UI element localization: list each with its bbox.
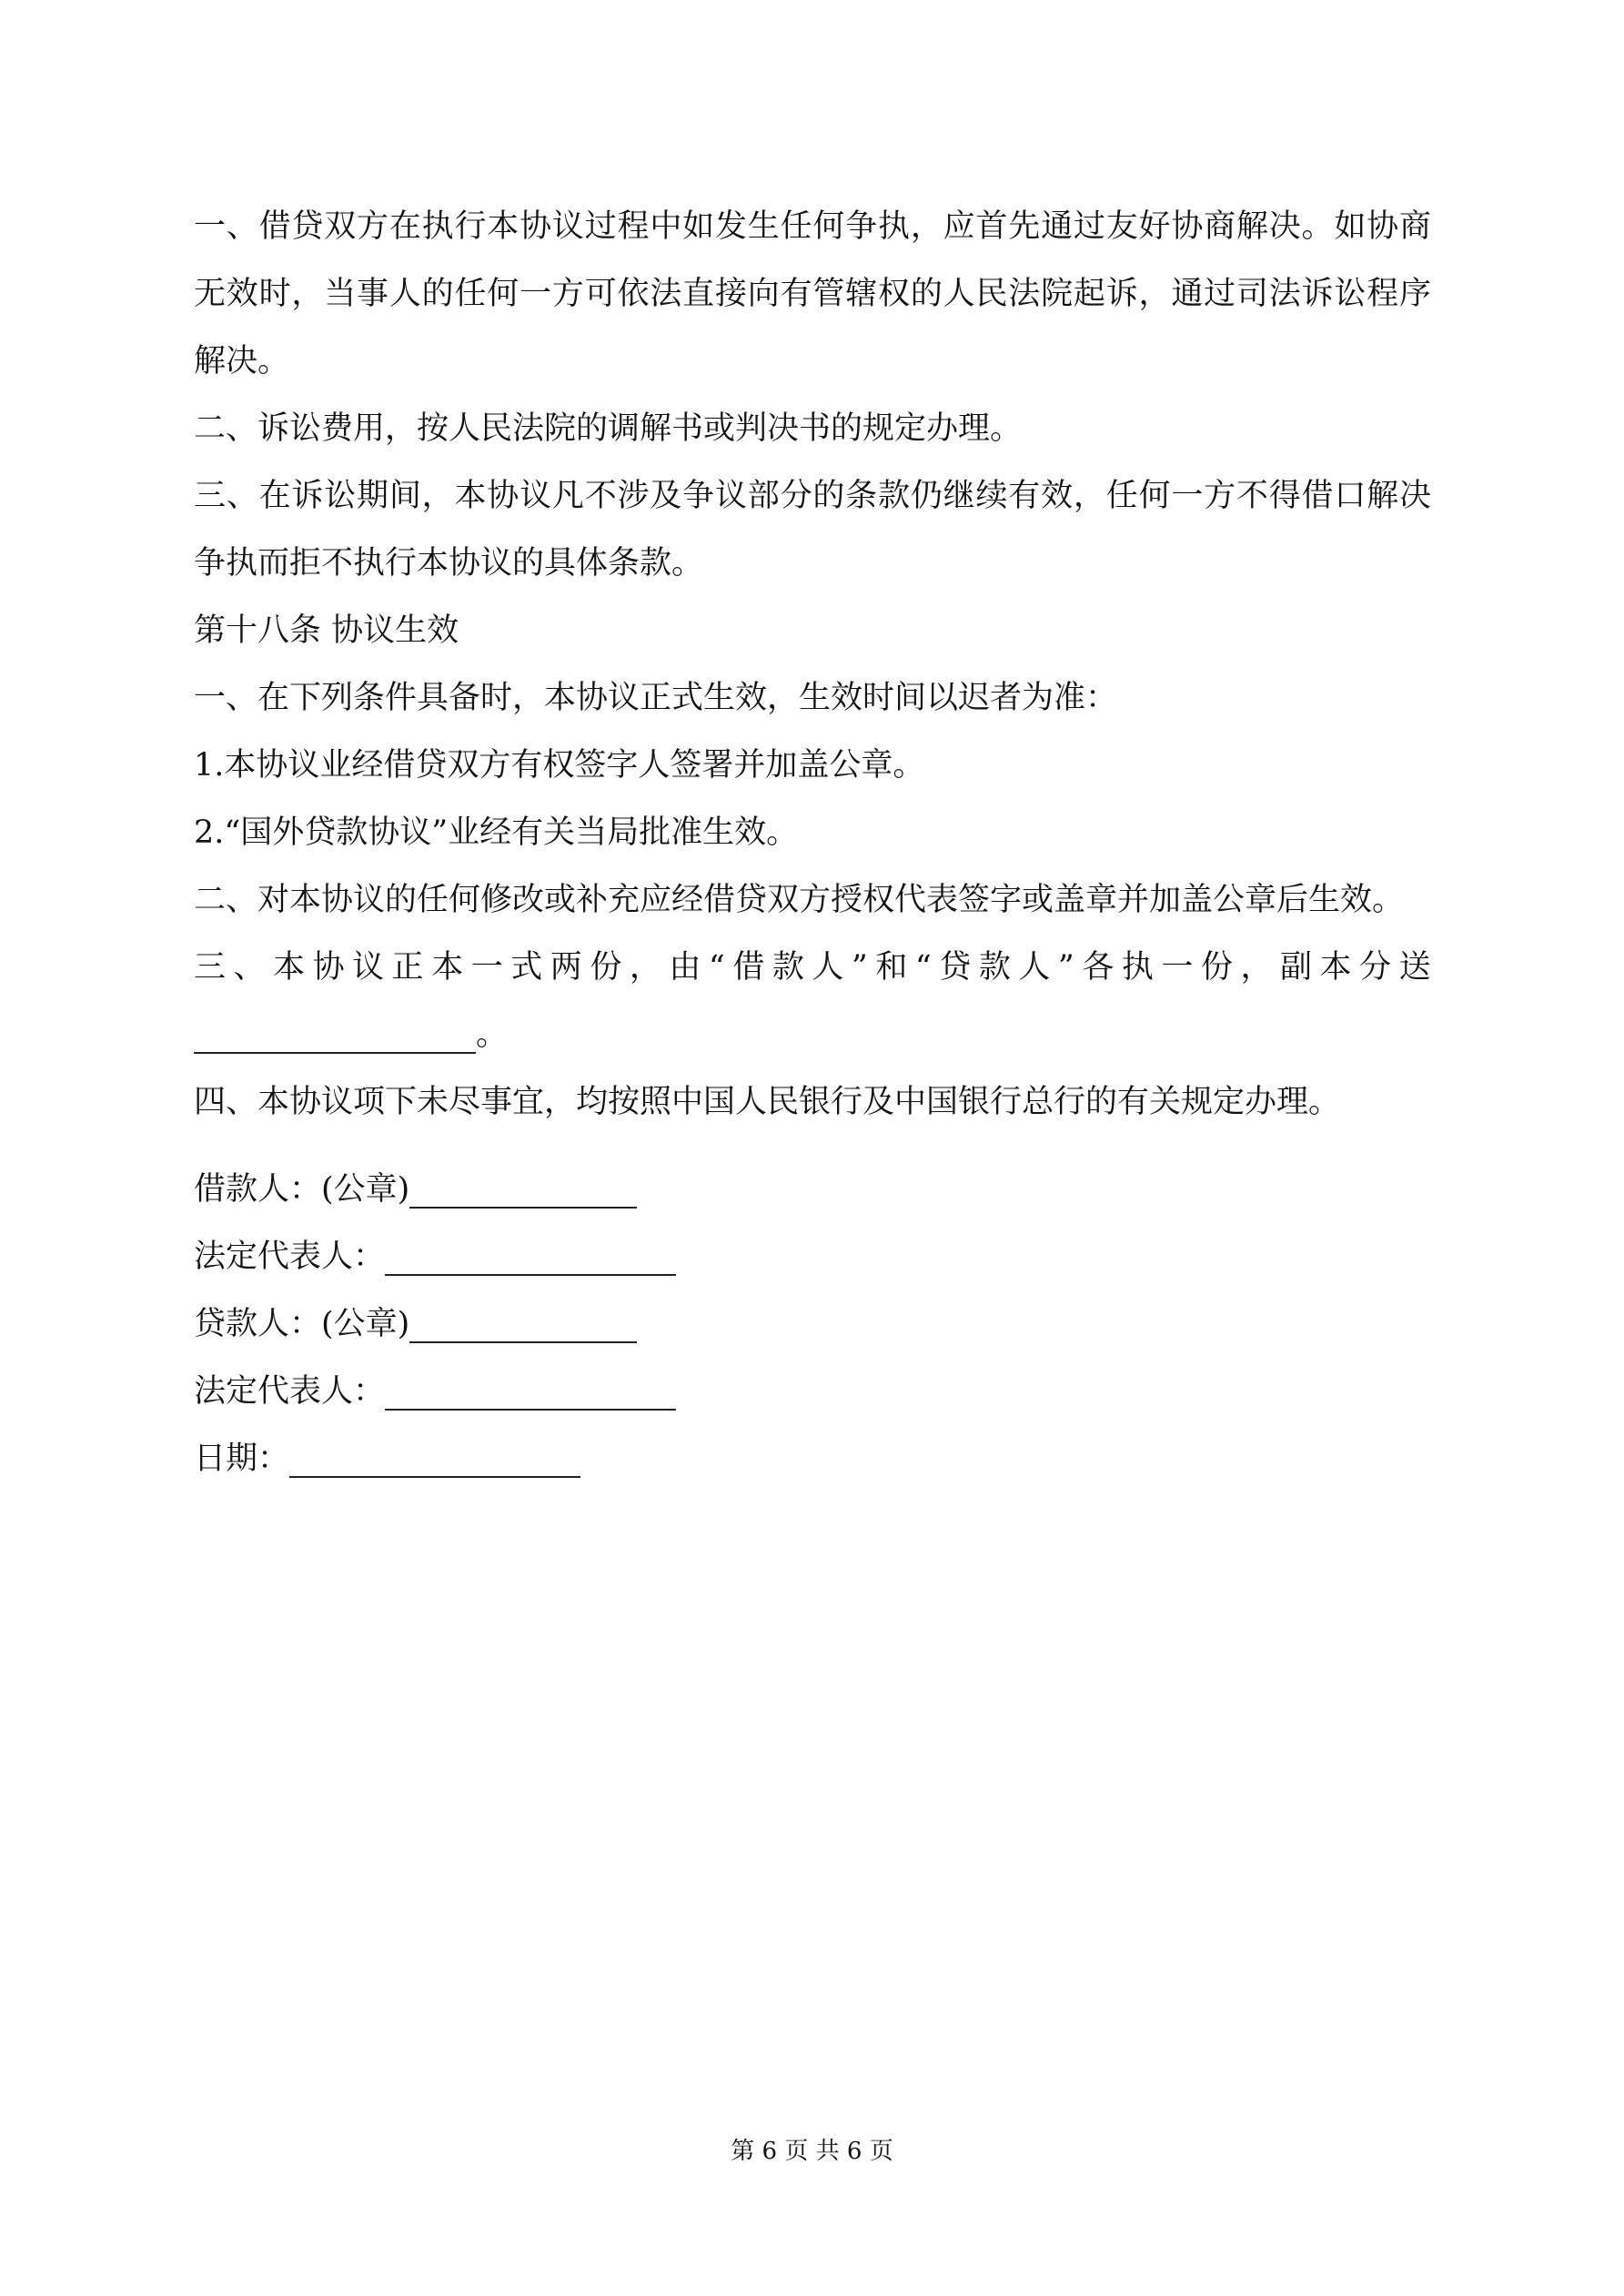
condition-two: 2.“国外贷款协议”业经有关当局批准生效。 [194, 814, 799, 851]
copies-clause-char: 份 [590, 949, 622, 986]
copies-clause-char: 人 [1018, 949, 1051, 986]
date-blank[interactable] [289, 1431, 580, 1478]
copies-clause-char: 份 [1200, 949, 1233, 986]
copies-clause-char: ， [629, 949, 661, 986]
dispute-clause-one: 一、借贷双方在执行本协议过程中如发生任何争执，应首先通过友好协商解决。如协商无效时，当事人的任何一方可依法直接向有管辖权的人民法院起诉，通过司法诉讼程序解决。 [194, 208, 1431, 379]
lender-signature-row [194, 1290, 1104, 1358]
article-heading: 第十八条 协议生效 [194, 612, 459, 649]
lender-rep-row [194, 1358, 1104, 1425]
copies-clause-char: “ [708, 949, 725, 986]
copies-clause-char: 一 [1161, 949, 1194, 986]
lender-label: 贷款人：(公章) [194, 1306, 410, 1342]
copies-recipient-blank[interactable] [194, 1006, 476, 1054]
copies-clause-char: 三 [194, 949, 227, 986]
date-label: 日期： [194, 1441, 290, 1477]
copies-clause-char: 本 [431, 949, 464, 986]
copies-clause-char: “ [914, 949, 932, 986]
lender-rep-blank[interactable] [385, 1363, 676, 1411]
borrower-rep-label: 法定代表人： [194, 1239, 386, 1275]
borrower-rep-row [194, 1223, 1104, 1290]
copies-clause-char: 两 [550, 949, 582, 986]
copies-clause-char: 本 [1319, 949, 1352, 986]
copies-clause-char: 一 [470, 949, 503, 986]
borrower-rep-blank[interactable] [385, 1229, 676, 1276]
other-matters-clause: 四、本协议项下未尽事宜，均按照中国人民银行及中国银行总行的有关规定办理。 [194, 1084, 1341, 1120]
date-row [194, 1425, 1104, 1492]
lender-seal-blank[interactable] [409, 1296, 637, 1343]
copies-clause-char: ， [1240, 949, 1273, 986]
dispute-clause-two: 二、诉讼费用，按人民法院的调解书或判决书的规定办理。 [194, 410, 1023, 447]
copies-clause-end: 。 [476, 1017, 509, 1053]
copies-clause-char: 款 [978, 949, 1011, 986]
copies-clause-char: 款 [772, 949, 804, 986]
borrower-label: 借款人：(公章) [194, 1171, 410, 1208]
copies-clause-char: 正 [391, 949, 424, 986]
dispute-clause-three: 三、在诉讼期间，本协议凡不涉及争议部分的条款仍继续有效，任何一方不得借口解决争执而拒不执行本协议的具体条款。 [194, 478, 1431, 582]
copies-clause-char: 执 [1121, 949, 1154, 986]
signature-block [194, 1156, 1104, 1492]
copies-clause-char: 协 [312, 949, 345, 986]
copies-clause-char: 、 [233, 949, 266, 986]
effect-intro: 一、在下列条件具备时，本协议正式生效，生效时间以迟者为准： [194, 680, 1118, 716]
document-body [194, 193, 1431, 1136]
page-footer: 第 6 页 共 6 页 [731, 2138, 893, 2165]
copies-clause-char: 借 [732, 949, 765, 986]
copies-clause-char: ” [1057, 949, 1074, 986]
copies-clause-char: 议 [352, 949, 385, 986]
copies-clause [194, 934, 1431, 1001]
copies-recipient-line [194, 1001, 1431, 1068]
borrower-seal-blank[interactable] [409, 1161, 637, 1209]
amendment-clause: 二、对本协议的任何修改或补充应经借贷双方授权代表签字或盖章并加盖公章后生效。 [194, 882, 1405, 918]
borrower-signature-row [194, 1156, 1104, 1223]
copies-clause-char: 和 [875, 949, 908, 986]
copies-clause-char: 各 [1082, 949, 1115, 986]
copies-clause-char: 式 [510, 949, 543, 986]
copies-clause-char: 人 [812, 949, 844, 986]
lender-rep-label: 法定代表人： [194, 1373, 386, 1410]
copies-clause-char: 副 [1279, 949, 1312, 986]
copies-clause-char: 由 [669, 949, 701, 986]
copies-clause-char: 本 [273, 949, 306, 986]
copies-clause-char: ” [851, 949, 868, 986]
condition-one: 1.本协议业经借贷双方有权签字人签署并加盖公章。 [194, 747, 925, 784]
copies-clause-char: 分 [1359, 949, 1392, 986]
copies-clause-char: 送 [1398, 949, 1431, 986]
copies-clause-char: 贷 [939, 949, 972, 986]
